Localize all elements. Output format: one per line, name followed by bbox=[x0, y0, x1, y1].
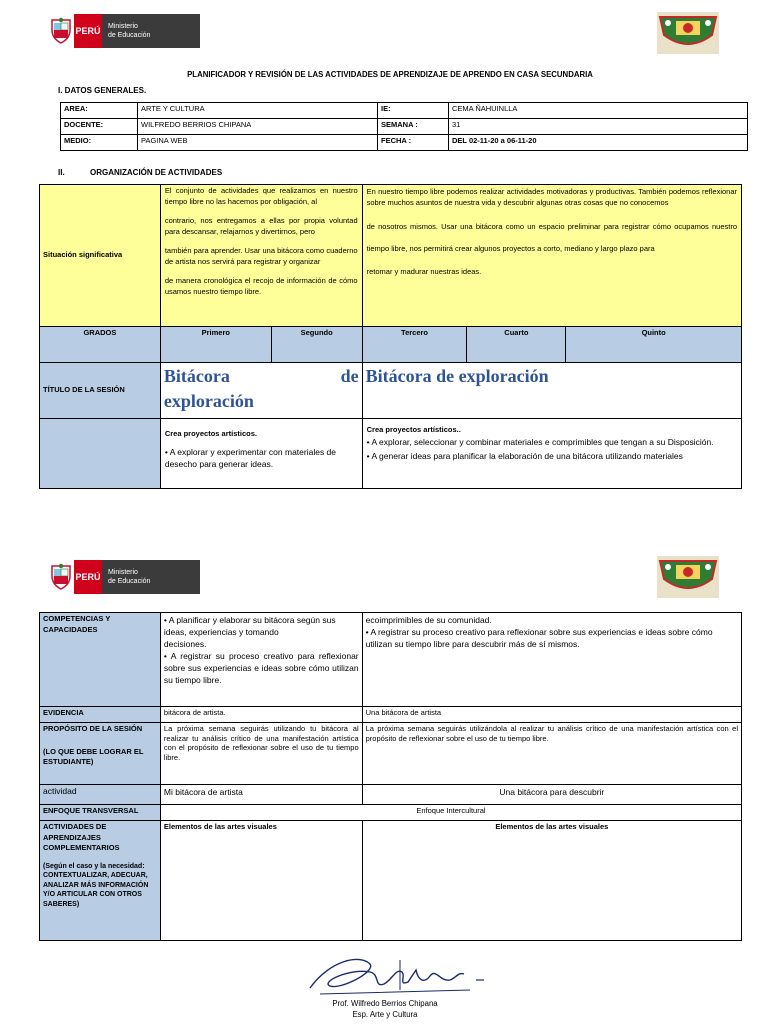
docente-value: WILFREDO BERRIOS CHIPANA bbox=[138, 119, 378, 135]
titulo-left: Bitácora de exploración bbox=[160, 363, 362, 419]
signature-icon bbox=[300, 950, 500, 1005]
grados-label: GRADOS bbox=[40, 327, 161, 363]
situacion-right-text: En nuestro tiempo libre podemos realizar actividades motivadoras y productivas. También podemos reflexionar sobre muchos asuntos de nuestra vida y descubrir algunas otras cosas que no conocemos de nosotros mismos. Usar una bitácora como un espacio preliminar para registrar cómo ocupamos nuestro tiempo libre, nos permitirá crear algunos proyectos a corto, mediano y largo plazo para retomar y madurar nuestras ideas. bbox=[362, 185, 741, 327]
coat-of-arms-icon bbox=[48, 16, 74, 46]
titulo-right: Bitácora de exploración bbox=[362, 363, 741, 419]
section-org-heading: ORGANIZACIÓN DE ACTIVIDADES bbox=[90, 168, 223, 177]
crea-right: Crea proyectos artísticos.. • A explorar, seleccionar y combinar materiales e comprimibles que tengan a su Disposición. • A generar ideas para planificar la elaboración de una bitácora utilizando materiales bbox=[362, 419, 741, 489]
fecha-value: DEL 02-11-20 a 06-11-20 bbox=[449, 135, 748, 151]
grado-quinto: Quinto bbox=[566, 327, 742, 363]
enfoque-label: ENFOQUE TRANSVERSAL bbox=[40, 805, 161, 821]
coat-of-arms-icon bbox=[48, 562, 74, 592]
section-general-heading: I. DATOS GENERALES. bbox=[58, 86, 147, 95]
ie-label: IE: bbox=[378, 103, 449, 119]
docente-label: DOCENTE: bbox=[61, 119, 138, 135]
medio-label: MEDIO: bbox=[61, 135, 138, 151]
actividades-complementarias-label: ACTIVIDADES DE APRENDIZAJES COMPLEMENTARIOS (Según el caso y la necesidad: CONTEXTUALIZAR, ADECUAR, ANALIZAR MÁS INFORMACIÓN Y/O ARTICULAR CON OTROS SABERES) bbox=[40, 821, 161, 941]
grado-primero: Primero bbox=[160, 327, 271, 363]
signature-role: Esp. Arte y Cultura bbox=[352, 1010, 418, 1019]
organization-table bbox=[39, 184, 742, 489]
ministry-logo-page2 bbox=[48, 560, 200, 594]
elementos-left: Elementos de las artes visuales bbox=[160, 821, 362, 941]
proposito-left: La próxima semana seguirás utilizando tu bitácora al realizar tu análisis crítico de una manifestación artística con el propósito de reflexionar sobre el uso de tu tiempo libre. bbox=[160, 723, 362, 785]
school-banner-icon bbox=[657, 556, 719, 598]
enfoque-value: Enfoque Intercultural bbox=[160, 805, 741, 821]
evidencia-left: bitácora de artista. bbox=[160, 707, 362, 723]
peru-label: PERÚ bbox=[74, 560, 102, 594]
grado-segundo: Segundo bbox=[271, 327, 362, 363]
elementos-right: Elementos de las artes visuales bbox=[362, 821, 741, 941]
session-details-table bbox=[39, 612, 742, 941]
fecha-label: FECHA : bbox=[378, 135, 449, 151]
document-title: PLANIFICADOR Y REVISIÓN DE LAS ACTIVIDADES DE APRENDIZAJE DE APRENDO EN CASA SECUNDARIA bbox=[187, 70, 593, 79]
grado-cuarto: Cuarto bbox=[467, 327, 566, 363]
area-value: ARTE Y CULTURA bbox=[138, 103, 378, 119]
crea-left: Crea proyectos artísticos. • A explorar y experimentar con materiales de desecho para generar ideas. bbox=[160, 419, 362, 489]
actividad-left: Mi bitácora de artista bbox=[160, 785, 362, 805]
crea-label-cell bbox=[40, 419, 161, 489]
evidencia-label: EVIDENCIA bbox=[40, 707, 161, 723]
competencias-label: COMPETENCIAS Y CAPACIDADES bbox=[40, 613, 161, 707]
titulo-label: TÍTULO DE LA SESIÓN bbox=[40, 363, 161, 419]
grado-tercero: Tercero bbox=[362, 327, 467, 363]
ie-value: CEMA ÑAHUINLLA bbox=[449, 103, 748, 119]
actividad-label: actividad bbox=[40, 785, 161, 805]
ministry-logo bbox=[48, 14, 200, 48]
situacion-left-text: El conjunto de actividades que realizamos en nuestro tiempo libre no las hacemos por obligación, al contrario, nos entregamos a ellas por propia voluntad para descansar, relajarnos y divertirnos, pero también para aprender. Usar una bitácora como cuaderno de artista nos servirá para registrar y organizar de manera cronológica el recojo de información de cómo usamos nuestro tiempo libre. bbox=[160, 185, 362, 327]
school-banner-icon bbox=[657, 12, 719, 54]
signature-block bbox=[300, 998, 470, 1020]
evidencia-right: Una bitácora de artista bbox=[362, 707, 741, 723]
semana-value: 31 bbox=[449, 119, 748, 135]
ministry-label: Ministerio de Educación bbox=[102, 560, 200, 594]
area-label: AREA: bbox=[61, 103, 138, 119]
general-data-table bbox=[60, 102, 748, 151]
section-org-num: II. bbox=[58, 168, 65, 177]
competencias-right: ecoimprimibles de su comunidad. • A registrar su proceso creativo para reflexionar sobre sus experiencias e ideas sobre cómo utilizan su tiempo libre para descubrir más de sí mismos. bbox=[362, 613, 741, 707]
signature-name: Prof. Wilfredo Berrios Chipana bbox=[332, 999, 438, 1008]
semana-label: SEMANA : bbox=[378, 119, 449, 135]
ministry-label: Ministerio de Educación bbox=[102, 14, 200, 48]
peru-label: PERÚ bbox=[74, 14, 102, 48]
actividad-right: Una bitácora para descubrir bbox=[362, 785, 741, 805]
medio-value: PAGINA WEB bbox=[138, 135, 378, 151]
situacion-label: Situación significativa bbox=[40, 185, 161, 327]
competencias-left: • A planificar y elaborar su bitácora según sus ideas, experiencias y tomando decisiones. • A registrar su proceso creativo para reflexionar sobre sus experiencias e ideas sobre cómo utilizan su tiempo libre. bbox=[160, 613, 362, 707]
proposito-label-cell: PROPÓSITO DE LA SESIÓN (LO QUE DEBE LOGRAR EL ESTUDIANTE) bbox=[40, 723, 161, 785]
proposito-right: La próxima semana seguirás utilizándola al realizar tu análisis crítico de una manifestación artística con el propósito de reflexionar sobre el uso de tu tiempo libre. bbox=[362, 723, 741, 785]
